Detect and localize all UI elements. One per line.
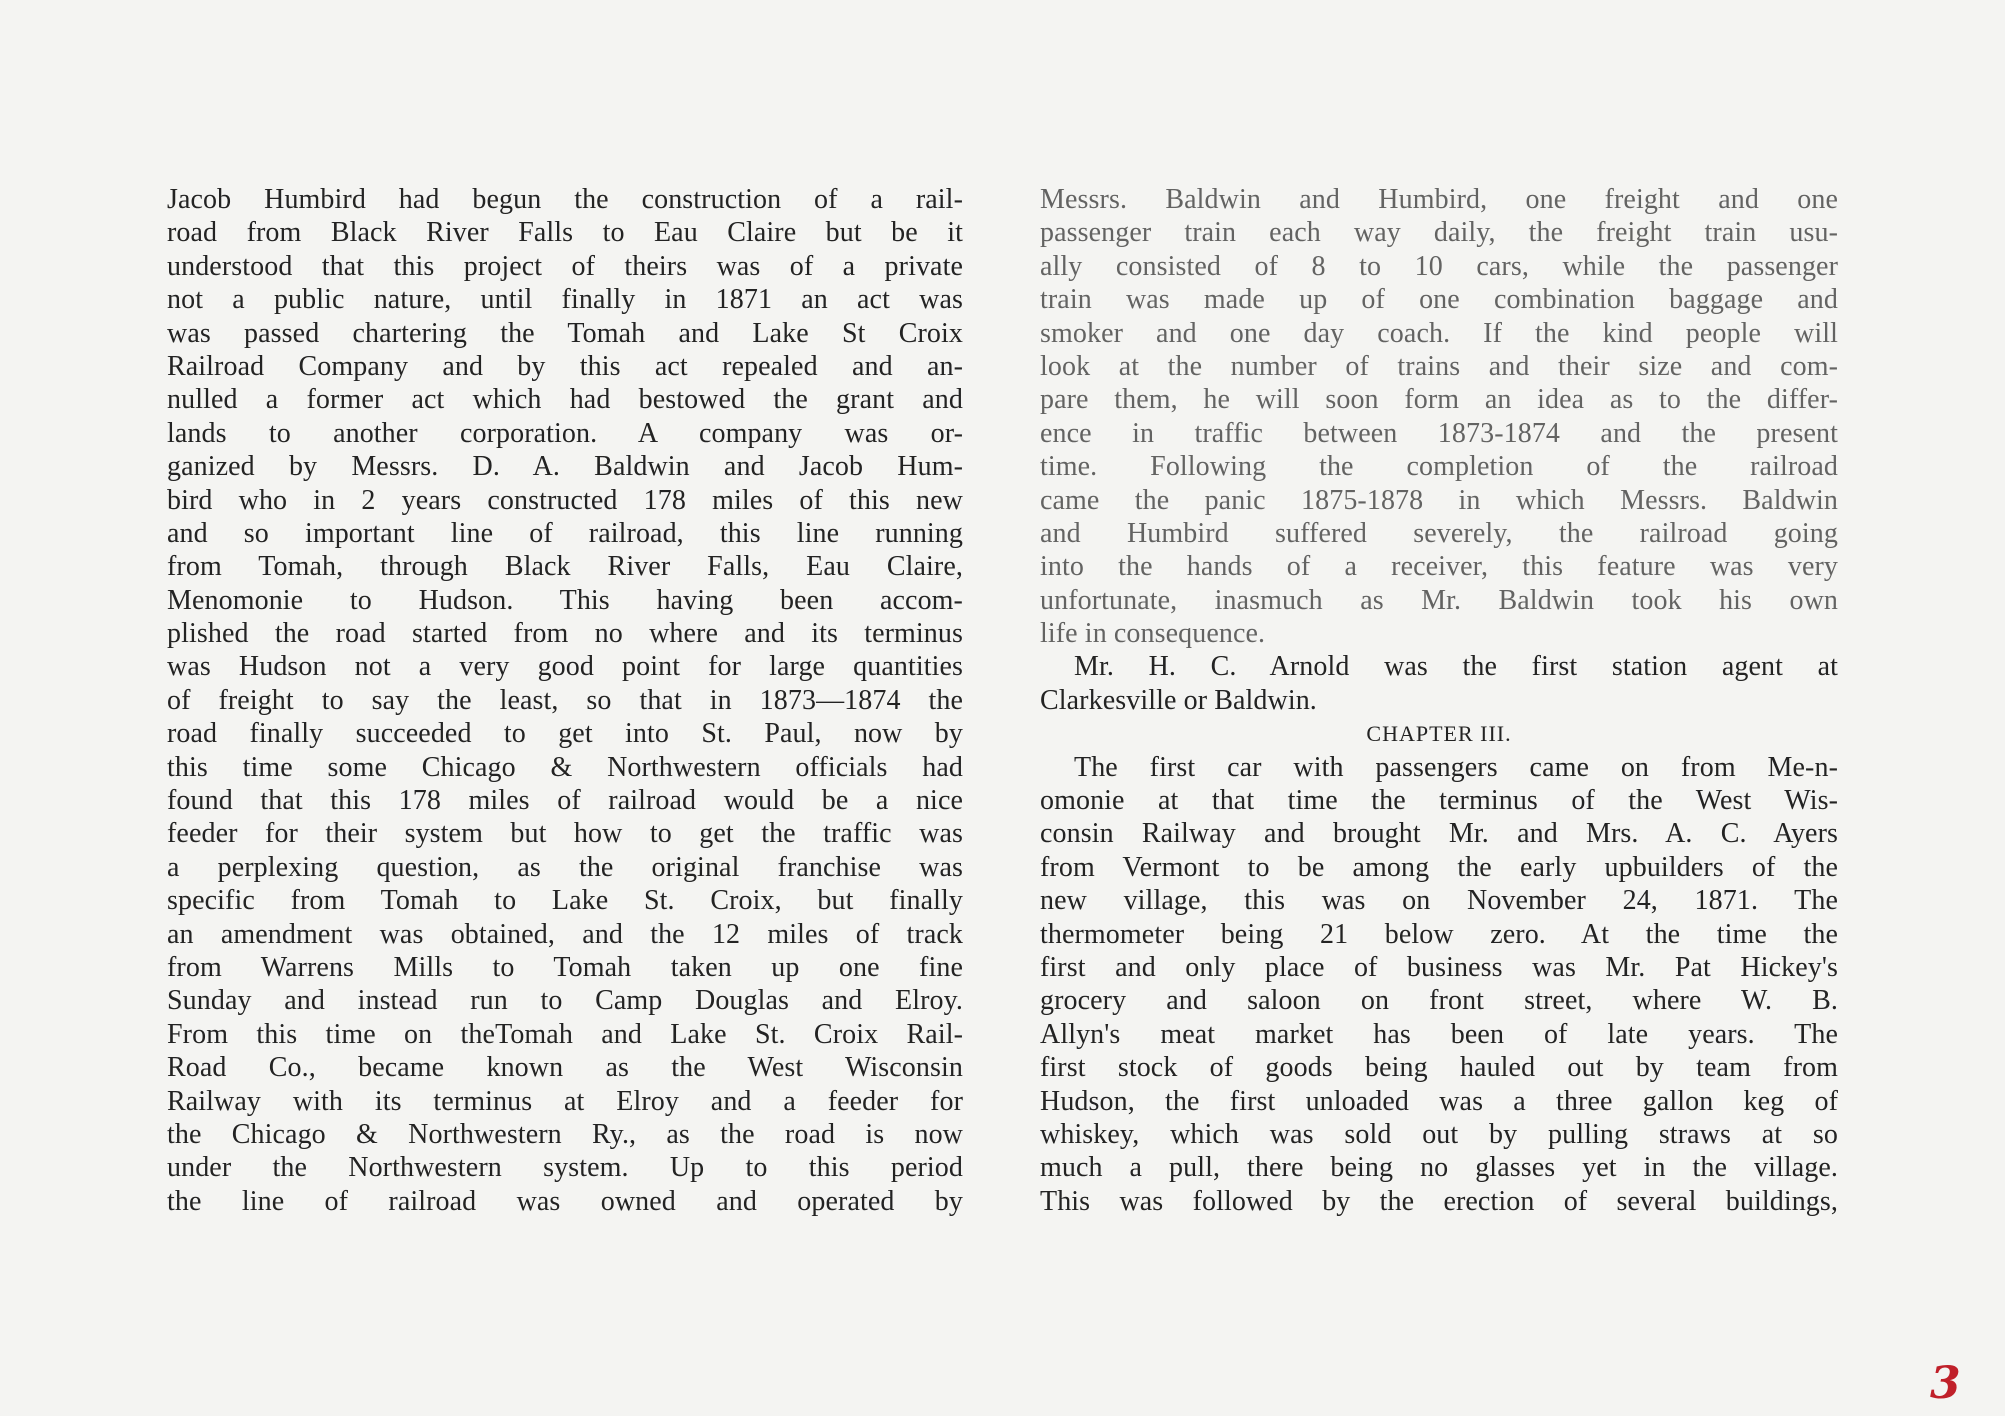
text-line: Road Co., became known as the West Wisconsin: [167, 1052, 963, 1084]
paragraph-first-passengers: [1040, 751, 1838, 1218]
text-line: ence in traffic between 1873-1874 and the present: [1040, 417, 1838, 449]
text-line: of freight to say the least, so that in 1873—1874 the: [167, 684, 963, 716]
text-line: road from Black River Falls to Eau Claire but be it: [167, 217, 963, 249]
text-line: Railroad Company and by this act repealed and an-: [167, 350, 963, 382]
text-line: From this time on theTomah and Lake St. Croix Rail-: [167, 1018, 963, 1050]
text-line: lands to another corporation. A company was or-: [167, 417, 963, 449]
text-line: look at the number of trains and their size and com-: [1040, 350, 1838, 382]
text-line: pare them, he will soon form an idea as to the differ-: [1040, 384, 1838, 416]
text-line: nulled a former act which had bestowed the grant and: [167, 384, 963, 416]
text-line: passenger train each way daily, the freight train usu-: [1040, 217, 1838, 249]
text-line: much a pull, there being no glasses yet in the village.: [1040, 1152, 1838, 1184]
text-line: this time some Chicago & Northwestern officials had: [167, 751, 963, 783]
text-line: grocery and saloon on front street, where W. B.: [1040, 985, 1838, 1017]
text-line: plished the road started from no where and its terminus: [167, 618, 963, 650]
text-line: time. Following the completion of the railroad: [1040, 451, 1838, 483]
text-line: first stock of goods being hauled out by team from: [1040, 1052, 1838, 1084]
text-line: Jacob Humbird had begun the construction of a rail-: [167, 184, 963, 215]
text-line: feeder for their system but how to get the traffic was: [167, 818, 963, 850]
text-line: Clarkesville or Baldwin.: [1040, 684, 1317, 716]
text-line: Allyn's meat market has been of late years. The: [1040, 1018, 1838, 1050]
text-line: was Hudson not a very good point for large quantities: [167, 651, 963, 683]
text-line: was passed chartering the Tomah and Lake St Croix: [167, 317, 963, 349]
text-line: Railway with its terminus at Elroy and a feeder for: [167, 1085, 963, 1117]
text-line: ganized by Messrs. D. A. Baldwin and Jacob Hum-: [167, 451, 963, 483]
text-line: specific from Tomah to Lake St. Croix, but finally: [167, 885, 963, 917]
text-line: Mr. H. C. Arnold was the first station agent at: [1074, 651, 1838, 683]
text-line: and Humbird suffered severely, the railroad going: [1040, 517, 1838, 549]
text-line: new village, this was on November 24, 1871. The: [1040, 885, 1838, 917]
text-line: train was made up of one combination baggage and: [1040, 284, 1838, 316]
text-line: from Warrens Mills to Tomah taken up one fine: [167, 951, 963, 983]
left-text-column: [167, 183, 963, 1218]
text-line: ally consisted of 8 to 10 cars, while the passenger: [1040, 250, 1838, 282]
text-line: from Tomah, through Black River Falls, Eau Claire,: [167, 551, 963, 583]
text-line: first and only place of business was Mr. Pat Hickey's: [1040, 951, 1838, 983]
text-line: smoker and one day coach. If the kind people will: [1040, 317, 1838, 349]
text-line: understood that this project of theirs was of a private: [167, 250, 963, 282]
text-line: Messrs. Baldwin and Humbird, one freight and one: [1040, 184, 1838, 215]
text-line: The first car with passengers came on from Me-n-: [1074, 751, 1838, 783]
text-line: This was followed by the erection of several buildings,: [1040, 1185, 1838, 1217]
text-line: the line of railroad was owned and operated by: [167, 1185, 963, 1217]
text-line: omonie at that time the terminus of the West Wis-: [1040, 785, 1838, 817]
text-line: a perplexing question, as the original franchise was: [167, 851, 963, 883]
text-line: life in consequence.: [1040, 618, 1266, 650]
text-line: and so important line of railroad, this line running: [167, 517, 963, 549]
paragraph-train-service: [1040, 183, 1838, 650]
text-line: under the Northwestern system. Up to this period: [167, 1152, 963, 1184]
text-line: Menomonie to Hudson. This having been accom-: [167, 584, 963, 616]
text-line: Sunday and instead run to Camp Douglas and Elroy.: [167, 985, 963, 1017]
text-line: unfortunate, inasmuch as Mr. Baldwin took his own: [1040, 584, 1838, 616]
text-line: thermometer being 21 below zero. At the time the: [1040, 918, 1838, 950]
text-line: found that this 178 miles of railroad would be a nice: [167, 785, 963, 817]
text-line: into the hands of a receiver, this feature was very: [1040, 551, 1838, 583]
chapter-heading: CHAPTER III.: [1366, 721, 1512, 747]
text-line: consin Railway and brought Mr. and Mrs. A. C. Ayers: [1040, 818, 1838, 850]
text-line: Hudson, the first unloaded was a three gallon keg of: [1040, 1085, 1838, 1117]
right-text-column: [1040, 183, 1838, 1218]
text-line: the Chicago & Northwestern Ry., as the road is now: [167, 1118, 963, 1150]
text-line: not a public nature, until finally in 1871 an act was: [167, 284, 963, 316]
text-line: from Vermont to be among the early upbuilders of the: [1040, 851, 1838, 883]
text-line: came the panic 1875-1878 in which Messrs. Baldwin: [1040, 484, 1838, 516]
text-line: bird who in 2 years constructed 178 miles of this new: [167, 484, 963, 516]
paragraph-station-agent: [1040, 650, 1838, 717]
text-line: an amendment was obtained, and the 12 miles of track: [167, 918, 963, 950]
text-line: whiskey, which was sold out by pulling straws at so: [1040, 1118, 1838, 1150]
page-number: 3: [1930, 1358, 1961, 1409]
text-line: road finally succeeded to get into St. Paul, now by: [167, 718, 963, 750]
